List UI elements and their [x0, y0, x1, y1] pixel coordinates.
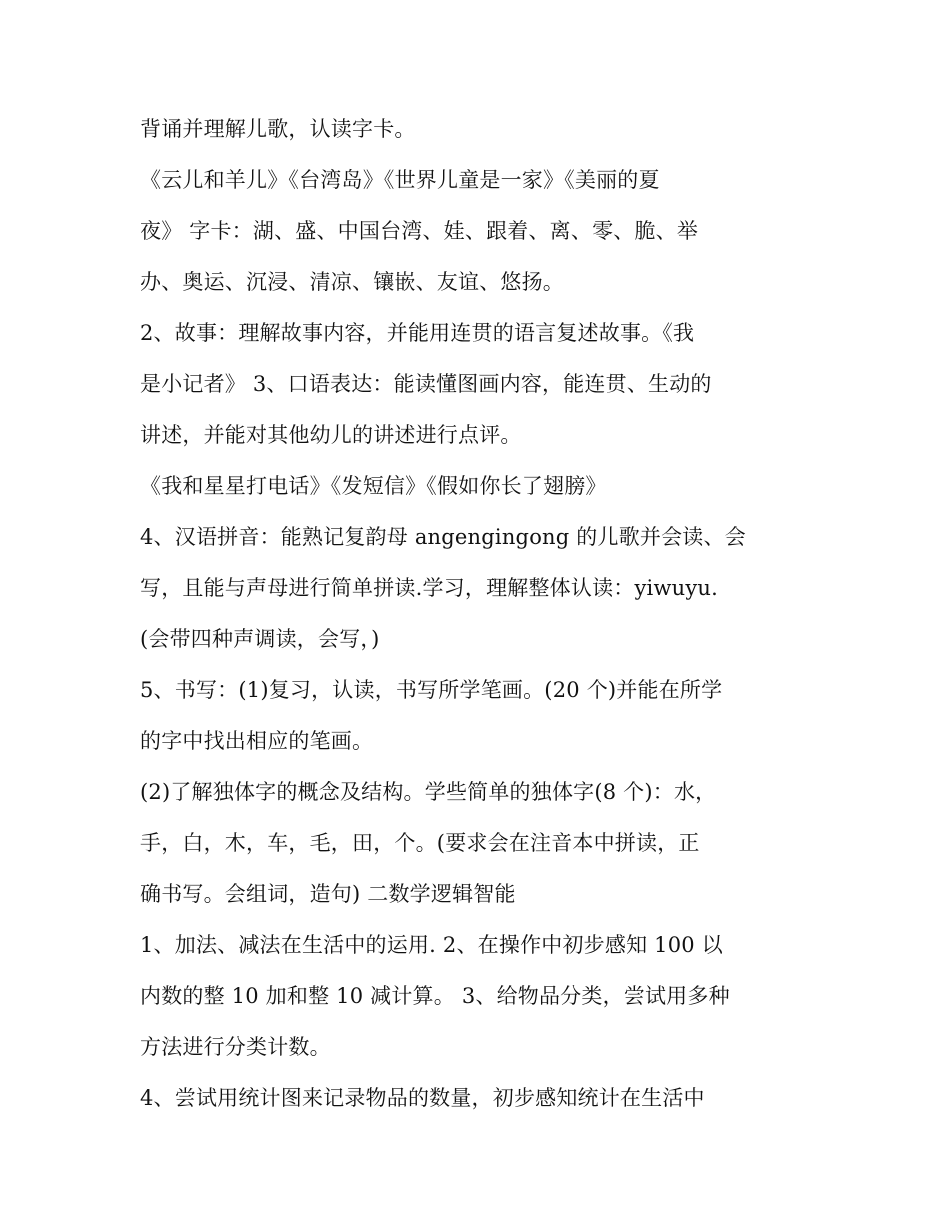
text-line: 夜》 字卡：湖、盛、中国台湾、娃、跟着、离、零、脆、举: [140, 219, 699, 243]
text-line: 办、奥运、沉浸、清凉、镶嵌、友谊、悠扬。: [140, 270, 564, 294]
text-line: 讲述，并能对其他幼儿的讲述进行点评。: [140, 423, 522, 447]
text-line: 背诵并理解儿歌，认读字卡。: [140, 117, 416, 141]
document-body: [140, 104, 810, 1124]
text-line: 的字中找出相应的笔画。: [140, 729, 374, 753]
text-line: 5、书写：(1)复习，认读，书写所学笔画。(20 个)并能在所学: [140, 678, 723, 702]
text-line: (会带四种声调读，会写，): [140, 627, 380, 651]
text-line: 《我和星星打电话》《发短信》《假如你长了翅膀》: [140, 474, 607, 498]
text-line: 内数的整 10 加和整 10 减计算。 3、给物品分类，尝试用多种: [140, 984, 730, 1008]
text-line: 《云儿和羊儿》《台湾岛》《世界儿童是一家》《美丽的夏: [140, 168, 660, 192]
text-line: (2)了解独体字的概念及结构。学些简单的独体字(8 个)：水，: [140, 780, 717, 804]
text-line: 手，白，木，车，毛，田，个。(要求会在注音本中拼读，正: [140, 831, 700, 855]
text-line: 1、加法、减法在生活中的运用. 2、在操作中初步感知 100 以: [140, 933, 723, 957]
text-line: 确书写。会组词，造句) 二数学逻辑智能: [140, 882, 516, 906]
text-line: 4、尝试用统计图来记录物品的数量，初步感知统计在生活中: [140, 1086, 705, 1110]
text-line: 是小记者》 3、口语表达：能读懂图画内容，能连贯、生动的: [140, 372, 712, 396]
text-line: 4、汉语拼音：能熟记复韵母 angengingong 的儿歌并会读、会: [140, 525, 746, 549]
text-line: 写，且能与声母进行简单拼读.学习，理解整体认读：yiwuyu.: [140, 576, 719, 600]
text-line: 方法进行分类计数。: [140, 1035, 331, 1059]
text-line: 2、故事：理解故事内容，并能用连贯的语言复述故事。《我: [140, 321, 695, 345]
